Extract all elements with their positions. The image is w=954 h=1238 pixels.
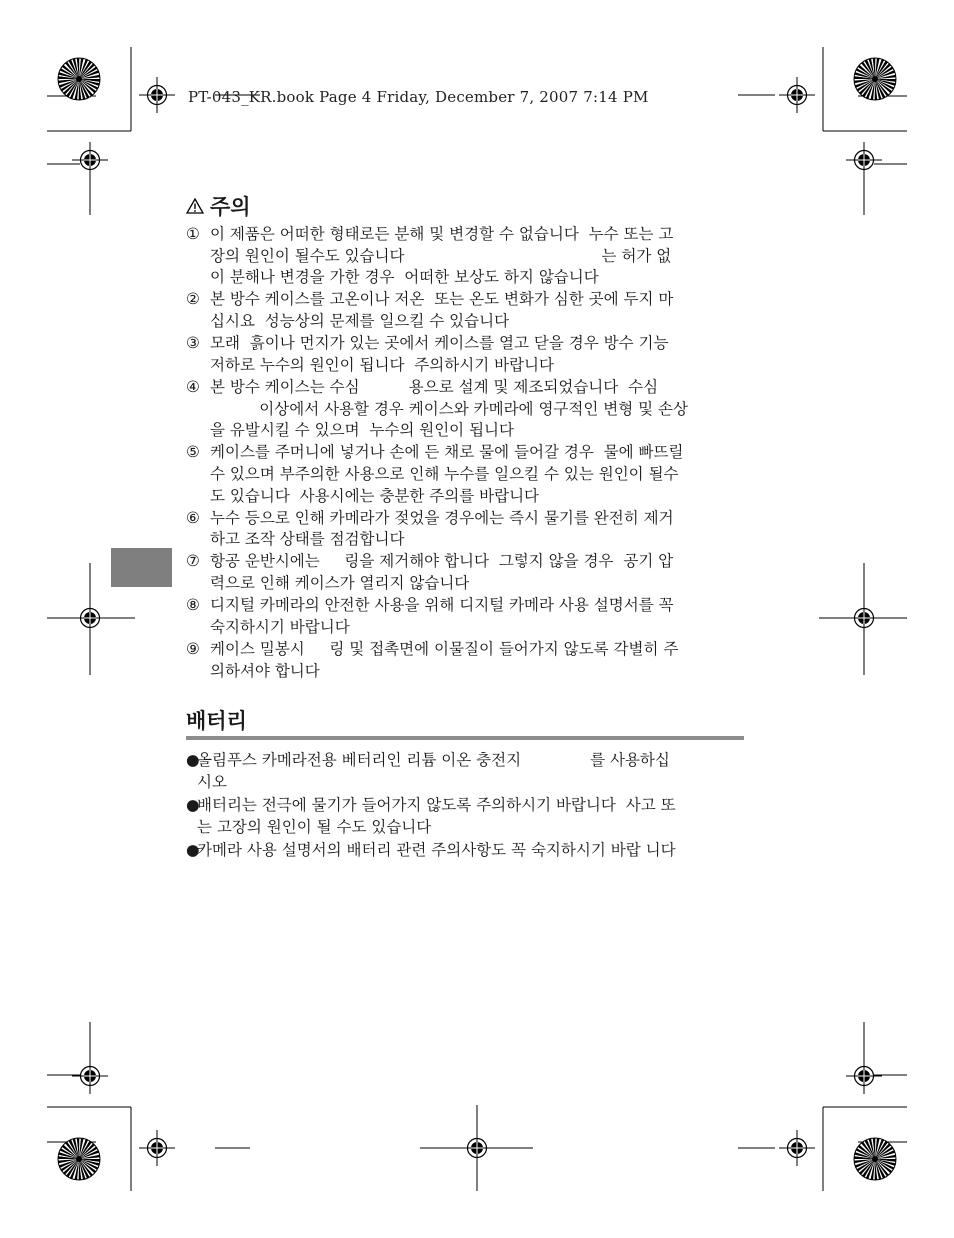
bullet-marker: ● <box>186 840 200 859</box>
caution-item-number: ③ <box>186 334 200 353</box>
bullet-marker: ● <box>186 751 200 770</box>
battery-item <box>186 750 746 793</box>
page-content <box>186 190 746 863</box>
caution-item-line: 도 있습니다 사용시에는 충분한 주의를 바랍니다 <box>210 486 540 505</box>
caution-item-line: 이상에서 사용할 경우 케이스와 카메라에 영구적인 변형 및 손상 <box>210 399 688 418</box>
caution-item-line: 저하로 누수의 원인이 됩니다 주의하시기 바랍니다 <box>210 355 554 374</box>
battery-item-line: 시오 <box>197 772 227 791</box>
caution-item-line: 의하셔야 합니다 <box>210 661 320 680</box>
caution-item-line: 본 방수 케이스를 고온이나 저온 또는 온도 변화가 심한 곳에 두지 마 <box>210 290 674 309</box>
caution-item-number: ⑨ <box>186 640 200 659</box>
caution-item-line: 을 유발시킬 수 있으며 누수의 원인이 됩니다 <box>210 421 515 440</box>
caution-item <box>186 639 746 682</box>
caution-item-line: 모래 흙이나 먼지가 있는 곳에서 케이스를 열고 닫을 경우 방수 기능 <box>210 334 669 353</box>
caution-item <box>186 442 746 507</box>
caution-item-number: ⑤ <box>186 443 200 462</box>
caution-item-line: 이 제품은 어떠한 형태로든 분해 및 변경할 수 없습니다 누수 또는 고 <box>210 225 674 243</box>
caution-item-number: ⑦ <box>186 552 200 571</box>
caution-item <box>186 551 746 594</box>
caution-item-line: 하고 조작 상태를 점검합니다 <box>210 530 405 549</box>
battery-list <box>186 750 746 861</box>
caution-title: 주의 <box>210 195 251 219</box>
warning-icon <box>186 198 204 214</box>
caution-item-line: 숙지하시기 바랍니다 <box>210 617 350 636</box>
caution-item-line: 이 분해나 변경을 가한 경우 어떠한 보상도 하지 않습니다 <box>210 268 599 287</box>
caution-item-line: 수 있으며 부주의한 사용으로 인해 누수를 일으킬 수 있는 원인이 될수 <box>210 464 679 483</box>
caution-item <box>186 333 746 376</box>
caution-item-line: 본 방수 케이스는 수심 용으로 설계 및 제조되었습니다 수심 <box>210 377 659 396</box>
caution-item-line: 십시요 성능상의 문제를 일으킬 수 있습니다 <box>210 311 510 330</box>
battery-item <box>186 840 746 862</box>
page-header: PT-043_KR.book Page 4 Friday, December 7, 2007 7:14 PM <box>188 88 649 106</box>
caution-item <box>186 289 746 332</box>
caution-item-line: 케이스 밀봉시 링 및 접촉면에 이물질이 들어가지 않도록 각별히 주 <box>210 640 679 659</box>
battery-item-line: 카메라 사용 설명서의 배터리 관련 주의사항도 꼭 숙지하시기 바랍 니다 <box>197 840 676 859</box>
bullet-marker: ● <box>186 795 200 814</box>
caution-item-number: ② <box>186 290 200 309</box>
caution-item-line: 디지털 카메라의 안전한 사용을 위해 디지털 카메라 사용 설명서를 꼭 <box>210 596 674 615</box>
battery-heading-rule <box>186 736 744 740</box>
caution-item-line: 항공 운반시에는 링을 제거해야 합니다 그렇지 않을 경우 공기 압 <box>210 552 674 571</box>
caution-item-number: ① <box>186 225 200 243</box>
caution-item-line: 누수 등으로 인해 카메라가 젖었을 경우에는 즉시 물기를 완전히 제거 <box>210 508 674 527</box>
battery-item-line: 는 고장의 원인이 될 수도 있습니다 <box>197 817 432 836</box>
caution-item-line: 케이스를 주머니에 넣거나 손에 든 채로 물에 들어갈 경우 물에 빠뜨릴 <box>210 443 684 462</box>
section-tab <box>111 548 172 587</box>
battery-heading: 배터리 <box>186 709 247 734</box>
caution-list <box>186 224 746 682</box>
caution-item-number: ④ <box>186 377 200 396</box>
caution-item <box>186 377 746 442</box>
caution-item-number: ⑧ <box>186 596 200 615</box>
caution-item <box>186 224 746 289</box>
caution-item-number: ⑥ <box>186 508 200 527</box>
caution-item <box>186 595 746 638</box>
caution-item-line: 력으로 인해 케이스가 열리지 않습니다 <box>210 574 470 593</box>
caution-item-line: 장의 원인이 될수도 있습니다 는 허가 없 <box>210 246 672 265</box>
caution-heading <box>186 190 746 222</box>
battery-item <box>186 795 746 838</box>
caution-item <box>186 508 746 551</box>
battery-item-line: 배터리는 전극에 물기가 들어가지 않도록 주의하시기 바랍니다 사고 또 <box>197 795 676 814</box>
battery-item-line: 올림푸스 카메라전용 베터리인 리튬 이온 충전지 를 사용하십 <box>197 751 670 770</box>
